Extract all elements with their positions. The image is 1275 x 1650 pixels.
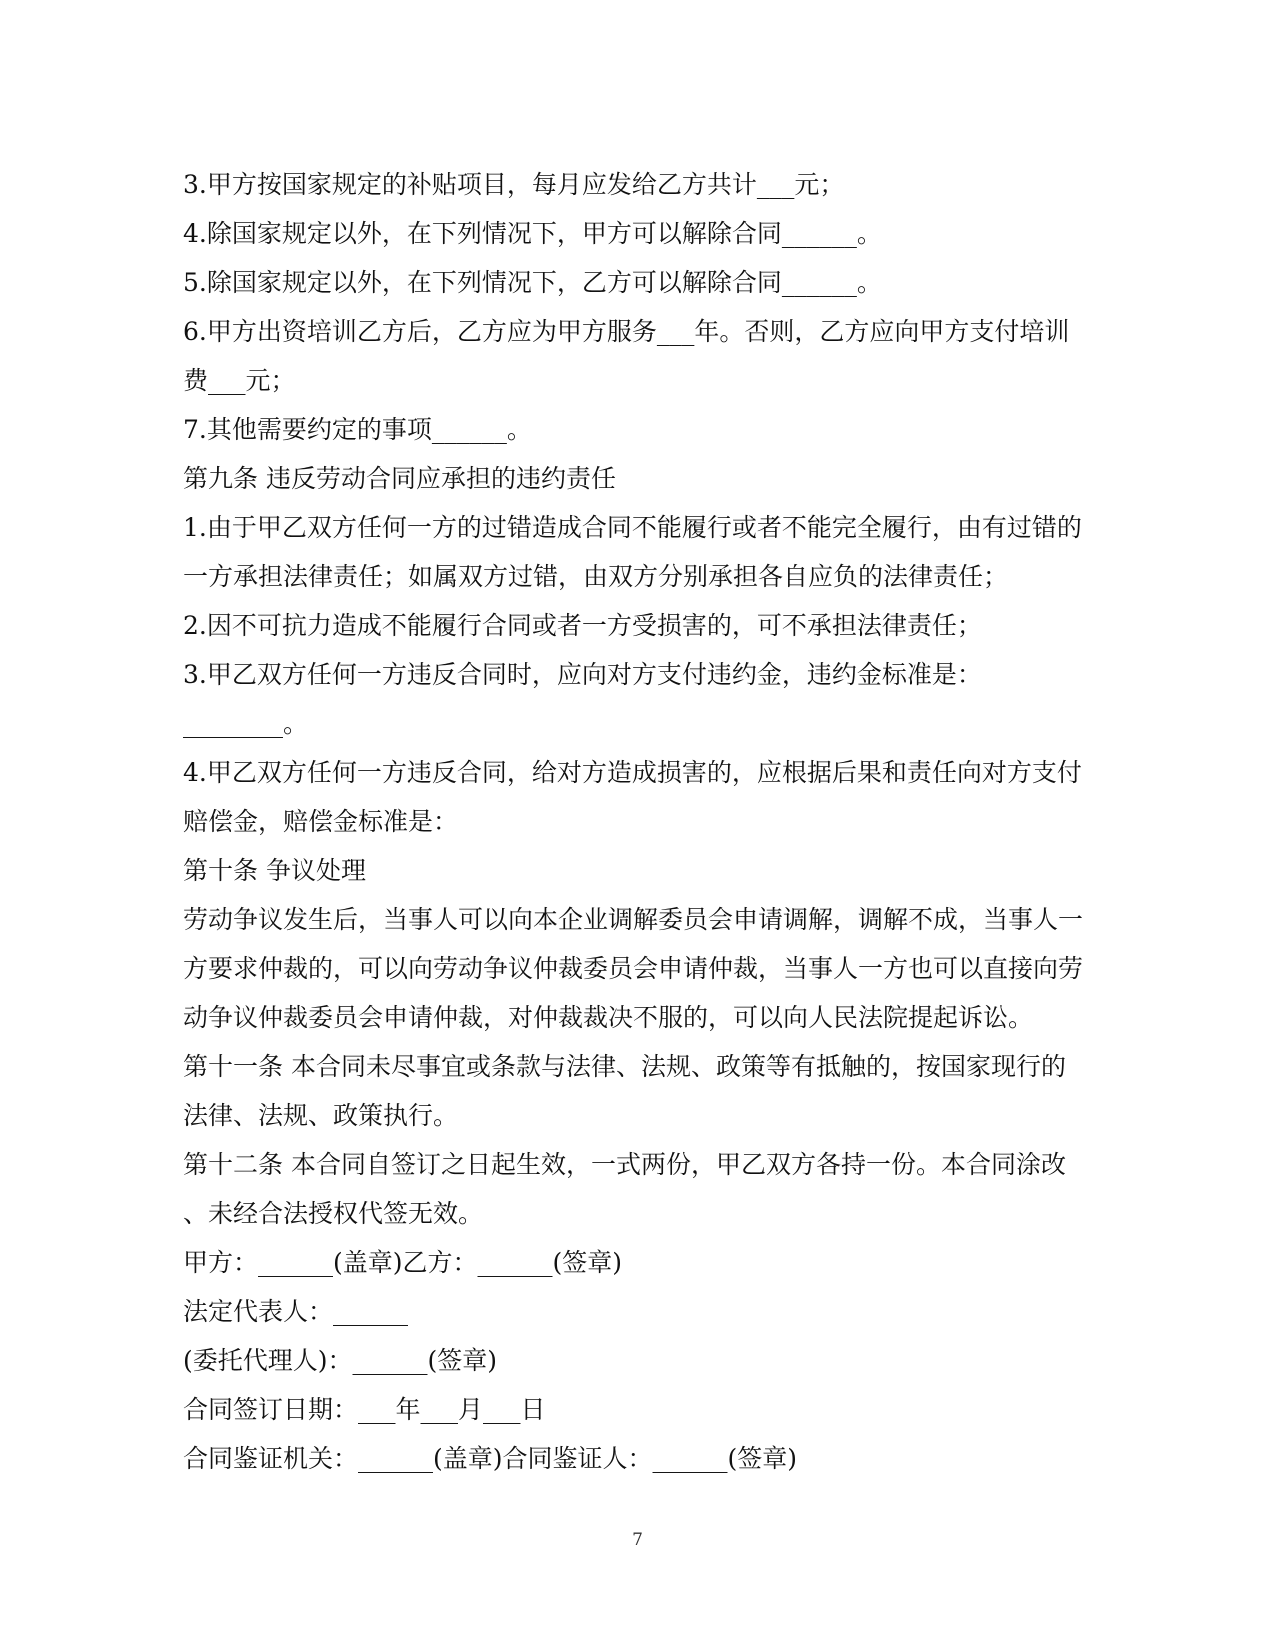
item-5-party-b-termination: 5.除国家规定以外，在下列情况下，乙方可以解除合同______。: [183, 268, 882, 297]
article-10-paragraph-line-3: 动争议仲裁委员会申请仲裁，对仲裁裁决不服的，可以向人民法院提起诉讼。: [183, 1003, 1034, 1032]
article-12-line-2: 、未经合法授权代签无效。: [183, 1199, 484, 1228]
article-9-item-3-line-1: 3.甲乙双方任何一方违反合同时，应向对方支付违约金，违约金标准是：: [183, 660, 982, 689]
article-9-item-2: 2.因不可抗力造成不能履行合同或者一方受损害的，可不承担法律责任；: [183, 611, 982, 640]
item-7-other-matters: 7.其他需要约定的事项______。: [183, 415, 532, 444]
page-number: 7: [632, 1530, 643, 1550]
item-6-training-service: 6.甲方出资培训乙方后，乙方应为甲方服务___年。否则，乙方应向甲方支付培训: [183, 317, 1070, 346]
document-body: [183, 160, 1088, 1483]
signing-date: 合同签订日期：___年___月___日: [183, 1395, 546, 1424]
article-10-paragraph-line-2: 方要求仲裁的，可以向劳动争议仲裁委员会申请仲裁，当事人一方也可以直接向劳: [183, 954, 1084, 983]
article-10-paragraph-line-1: 劳动争议发生后，当事人可以向本企业调解委员会申请调解，调解不成，当事人一: [183, 905, 1084, 934]
article-10-heading: 第十条 争议处理: [183, 856, 366, 885]
authorized-agent: (委托代理人)：______(签章): [183, 1346, 498, 1375]
article-11-line-1: 第十一条 本合同未尽事宜或条款与法律、法规、政策等有抵触的，按国家现行的: [183, 1052, 1066, 1081]
verification-authority: 合同鉴证机关：______(盖章)合同鉴证人：______(签章): [183, 1444, 798, 1473]
item-6-training-fee: 费___元；: [183, 366, 296, 395]
article-9-item-3-line-2: ________。: [183, 709, 309, 738]
legal-representative: 法定代表人：______: [183, 1297, 409, 1326]
article-9-heading: 第九条 违反劳动合同应承担的违约责任: [183, 464, 616, 493]
article-12-line-1: 第十二条 本合同自签订之日起生效，一式两份，甲乙双方各持一份。本合同涂改: [183, 1150, 1066, 1179]
article-9-item-4-line-2: 赔偿金，赔偿金标准是：: [183, 807, 459, 836]
article-9-item-4-line-1: 4.甲乙双方任何一方违反合同，给对方造成损害的，应根据后果和责任向对方支付: [183, 758, 1082, 787]
item-3-subsidy: 3.甲方按国家规定的补贴项目，每月应发给乙方共计___元；: [183, 170, 845, 199]
signature-parties: 甲方：______(盖章)乙方：______(签章): [183, 1248, 623, 1277]
article-9-item-1-line-2: 一方承担法律责任；如属双方过错，由双方分别承担各自应负的法律责任；: [183, 562, 1009, 591]
item-4-party-a-termination: 4.除国家规定以外，在下列情况下，甲方可以解除合同______。: [183, 219, 882, 248]
article-11-line-2: 法律、法规、政策执行。: [183, 1101, 459, 1130]
article-9-item-1-line-1: 1.由于甲乙双方任何一方的过错造成合同不能履行或者不能完全履行，由有过错的: [183, 513, 1082, 542]
